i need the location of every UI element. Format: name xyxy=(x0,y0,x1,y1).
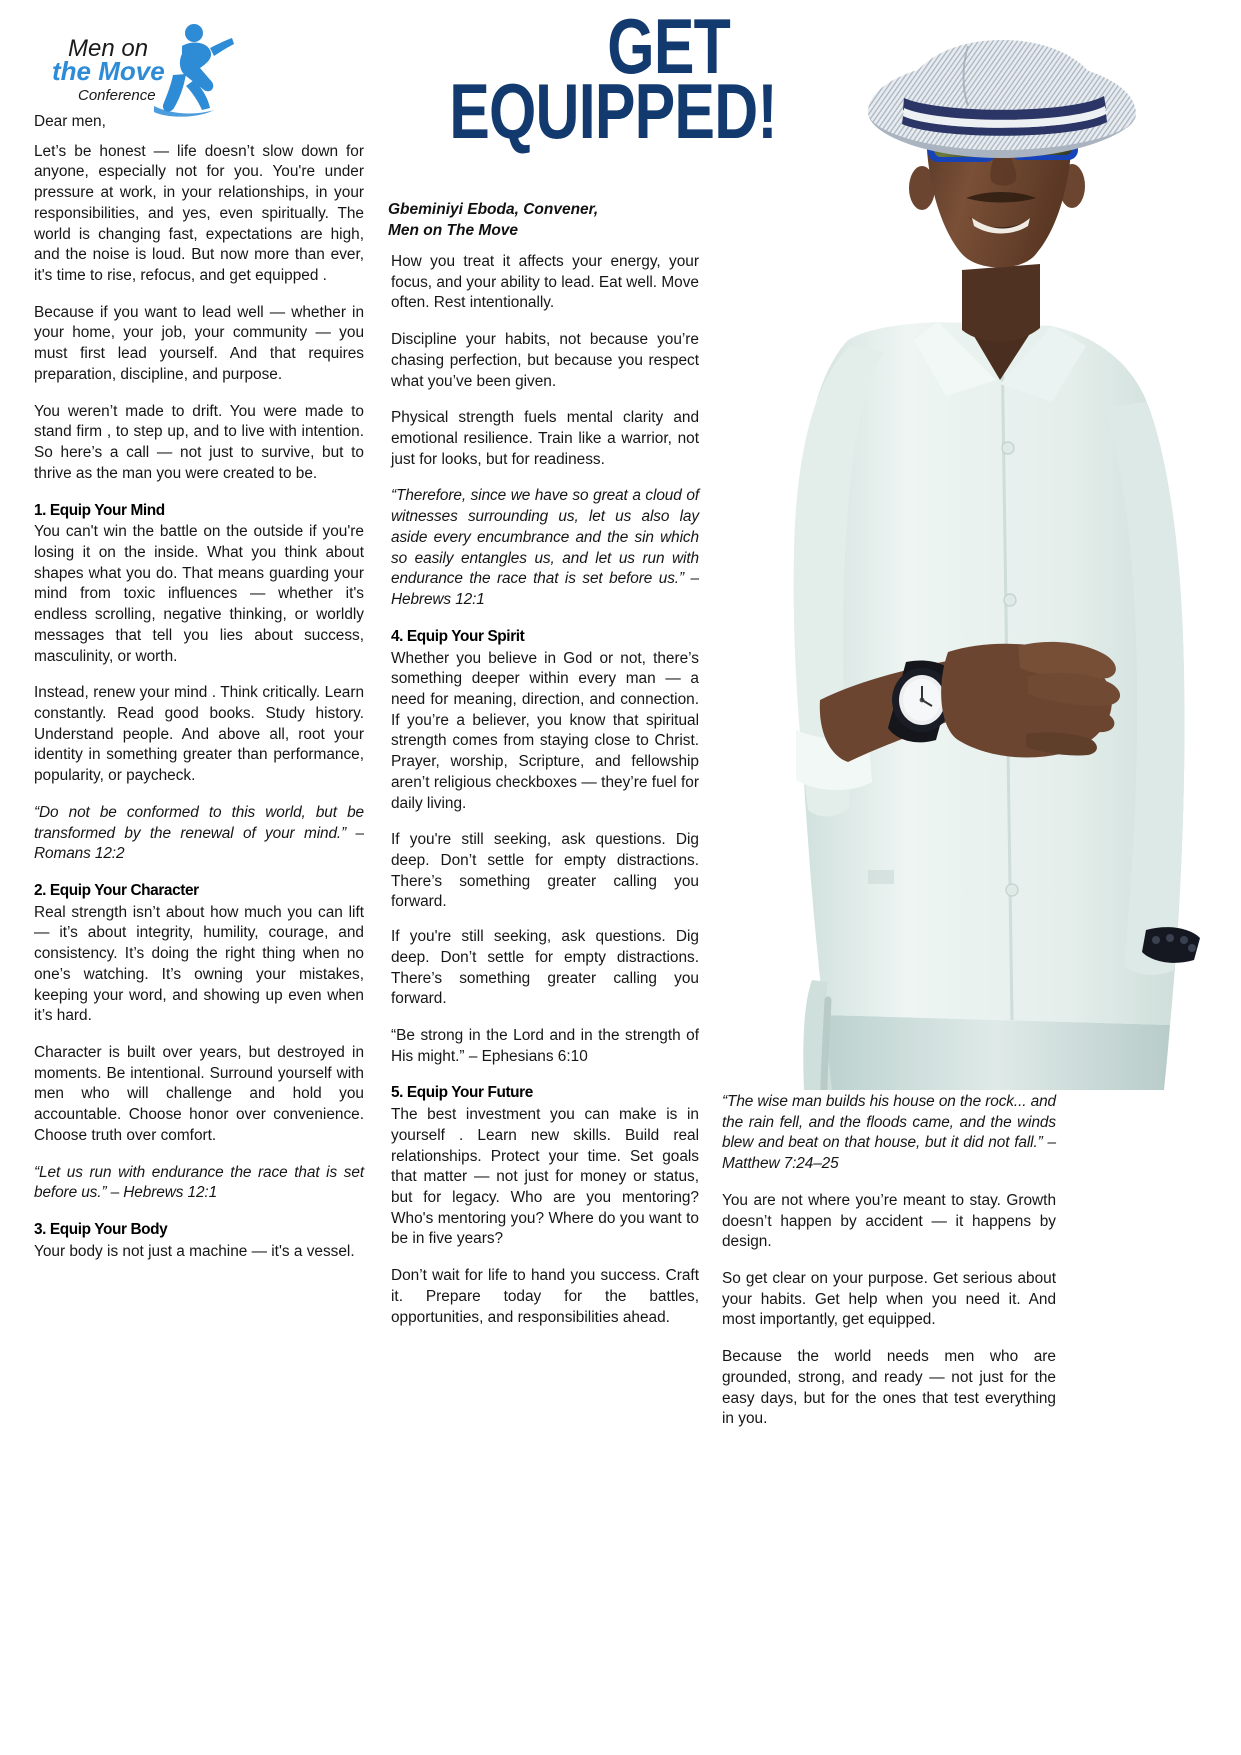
page-title xyxy=(449,2,777,155)
paragraph: Character is built over years, but destroyed in moments. Be intentional. Surround yourself with men who will challenge and hold you accountable. Choose honor over convenience. Choose truth over comfort. xyxy=(34,1044,364,1144)
fedora-hat xyxy=(868,40,1136,158)
bracelet xyxy=(1142,927,1200,963)
paragraph: Instead, renew your mind . Think critically. Learn constantly. Read good books. Study history. Understand people. And above all, root your identity in something greater than performance, popularity, or paycheck. xyxy=(34,684,364,785)
paragraph: Because if you want to lead well — whether in your home, your job, your community — you must first lead yourself. And that requires preparation, discipline, and purpose. xyxy=(34,303,364,383)
headline-line1: GET xyxy=(607,2,730,90)
article-column-2 xyxy=(391,252,699,1328)
logo-text-line2: the Move xyxy=(52,56,165,86)
logo-text-line1: Men on xyxy=(68,35,149,62)
scripture-quote: “Do not be conformed to this world, but be transformed by the renewal of your mind.” – Romans 12:2 xyxy=(34,803,364,863)
section-heading-equip-your-future: 5. Equip Your Future xyxy=(391,1084,533,1102)
article-column-1 xyxy=(34,112,364,1263)
section-heading-equip-your-character: 2. Equip Your Character xyxy=(34,882,199,899)
paragraph: “Be strong in the Lord and in the strength of His might.” – Ephesians 6:10 xyxy=(391,1027,699,1065)
byline xyxy=(388,200,688,242)
paragraph: Whether you believe in God or not, there’s something deeper within every man — a need for meaning, direction, and connection. If you’re a believer, you know that spiritual strength comes from staying close to Christ. Prayer, worship, Scripture, and fellowship aren’t religious checkboxes — they’re fuel for daily living. xyxy=(391,649,699,812)
paragraph: Your body is not just a machine — it's a vessel. xyxy=(34,1242,355,1260)
portrait-photo xyxy=(700,40,1241,1090)
paragraph: How you treat it affects your energy, your focus, and your ability to lead. Eat well. Move often. Rest intentionally. xyxy=(391,253,699,312)
scripture-quote: “Therefore, since we have so great a cloud of witnesses surrounding us, let us also lay aside every encumbrance and the sin which so easily entangles us, and let us run with endurance the race that is set before us.” – Hebrews 12:1 xyxy=(391,487,699,609)
paragraph: Physical strength fuels mental clarity and emotional resilience. Train like a warrior, not just for looks, but for readiness. xyxy=(391,409,699,468)
paragraph: If you're still seeking, ask questions. Dig deep. Don’t settle for empty distractions. There’s something greater calling you forward. xyxy=(391,831,699,911)
section-heading-equip-your-spirit: 4. Equip Your Spirit xyxy=(391,627,525,645)
paragraph: Let’s be honest — life doesn’t slow down for anyone, especially not for you. You're under pressure at work, in your relationships, in your responsibilities, and yes, even spiritually. The world is changing fast, expectations are high, and the noise is loud. But now more than ever, it's time to rise, refocus, and get equipped . xyxy=(34,142,364,285)
paragraph: You weren’t made to drift. You were made to stand firm , to step up, and to live with intention. So here’s a call — not just to survive, but to thrive as the man you were created to be. xyxy=(34,402,364,482)
paragraph: Don’t wait for life to hand you success. Craft it. Prepare today for the battles, opportunities, and responsibilities ahead. xyxy=(391,1267,699,1326)
byline-line1: Gbeminiyi Eboda, Convener, xyxy=(388,201,599,218)
logo-text-line3: Conference xyxy=(78,87,156,104)
scripture-quote: “Let us run with endurance the race that is set before us.” – Hebrews 12:1 xyxy=(34,1163,364,1202)
runner-icon xyxy=(154,24,234,117)
section-heading-equip-your-body: 3. Equip Your Body xyxy=(34,1221,168,1239)
paragraph: You are not where you’re meant to stay. Growth doesn’t happen by accident — it happens by design. xyxy=(722,1191,1056,1251)
paragraph: The best investment you can make is in yourself . Learn new skills. Build real relationships. Protect your time. Set goals that matter — not just for money or status, but for legacy. Who are you mentoring? Who's mentoring you? Where do you want to be in five years? xyxy=(391,1106,699,1248)
scripture-quote: “The wise man builds his house on the rock... and the rain fell, and the floods came, and the winds blew and beat on that house, but it did not fall.” – Matthew 7:24–25 xyxy=(722,1093,1056,1173)
paragraph: Because the world needs men who are grounded, strong, and ready — not just for the easy days, but for the ones that test everything in you. xyxy=(722,1348,1056,1428)
headline-line2: EQUIPPED! xyxy=(449,66,777,155)
section-heading-equip-your-mind: 1. Equip Your Mind xyxy=(34,501,165,519)
byline-line2: Men on The Move xyxy=(388,221,519,239)
article-column-3 xyxy=(722,1092,1056,1430)
paragraph: So get clear on your purpose. Get serious about your habits. Get help when you need it. And most importantly, get equipped. xyxy=(722,1270,1056,1329)
paragraph: You can't win the battle on the outside if you're losing it on the inside. What you think about shapes what you do. That means guarding your mind from toxic influences — whether it's endless scrolling, negative thinking, or worldly messages that tell you lies about success, masculinity, or worth. xyxy=(34,523,364,665)
paragraph: Real strength isn’t about how much you can lift — it’s about integrity, humility, courage, and consistency. It’s doing the right thing when no one’s watching. It’s owning your mistakes, keeping your word, and showing up even when it’s hard. xyxy=(34,903,364,1025)
paragraph: If you're still seeking, ask questions. Dig deep. Don’t settle for empty distractions. There’s something greater calling you forward. xyxy=(391,928,699,1008)
salutation: Dear men, xyxy=(34,113,106,130)
paragraph: Discipline your habits, not because you’re chasing perfection, but because you respect what you’ve been given. xyxy=(391,331,699,390)
brand-logo xyxy=(34,18,244,118)
